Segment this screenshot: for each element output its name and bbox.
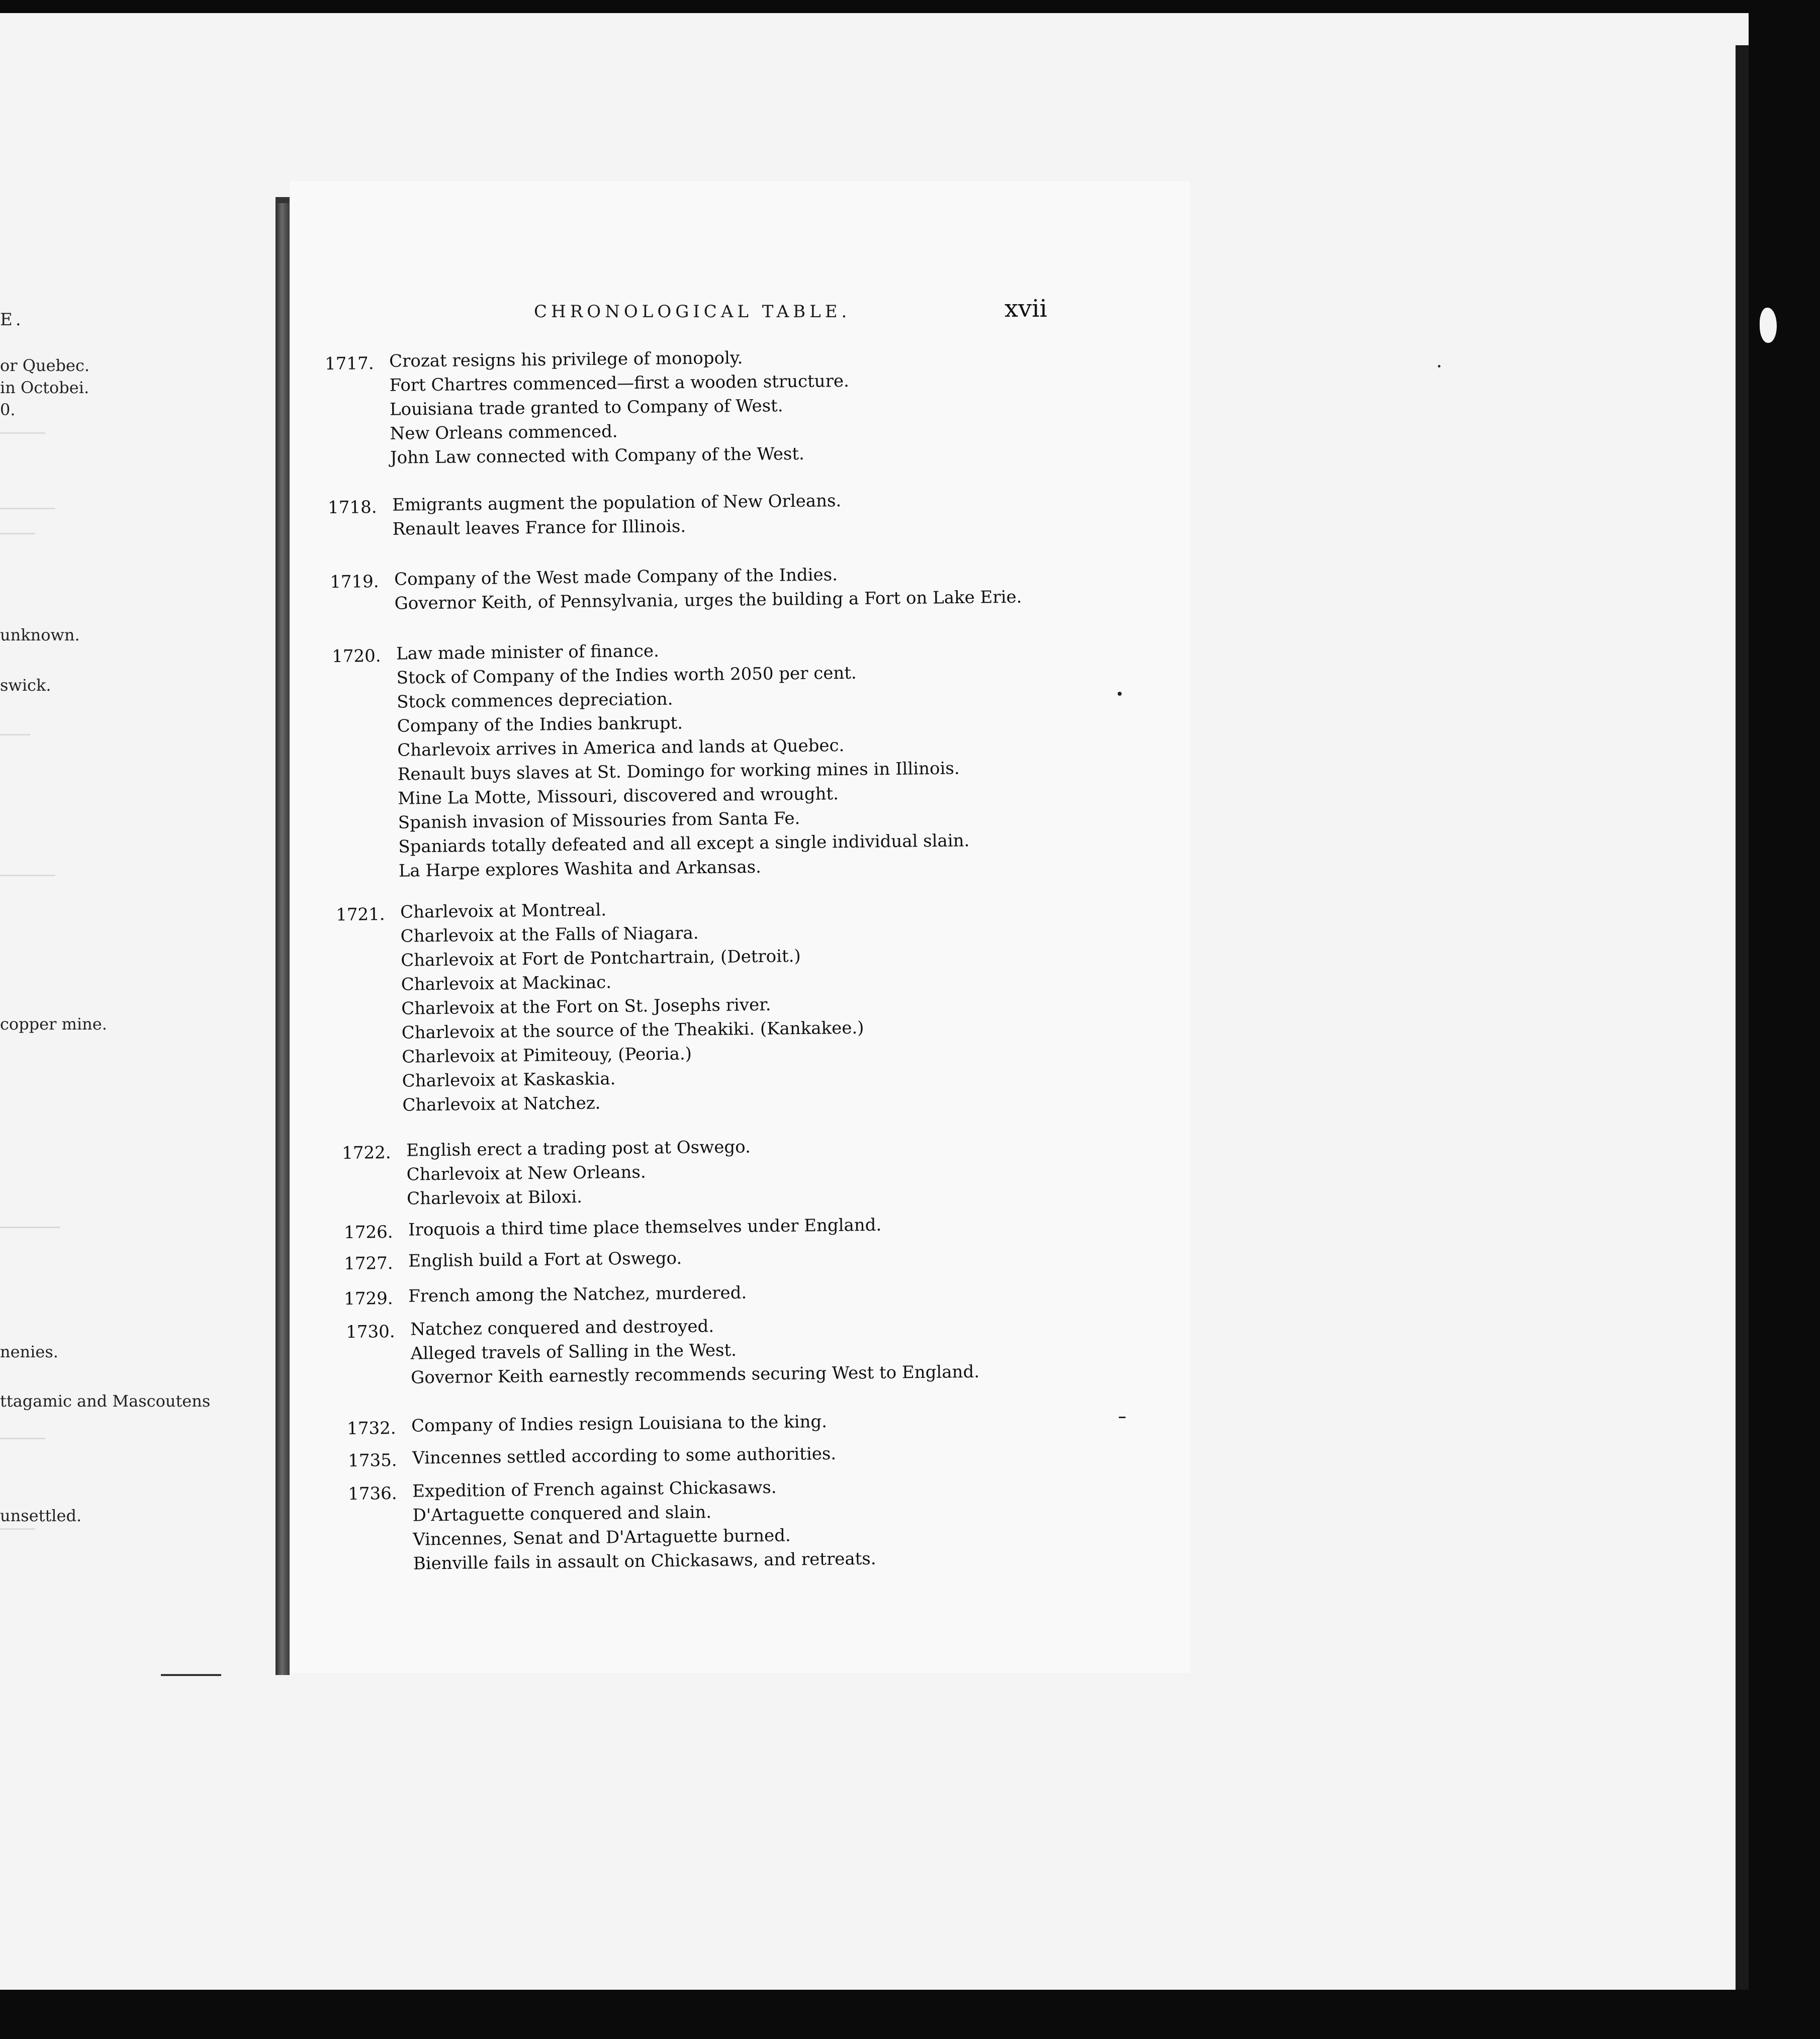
left-page-fragment: unknown. <box>0 625 80 644</box>
entry-year: 1718. <box>328 497 377 518</box>
event-line: La Harpe explores Washita and Arkansas. <box>398 857 762 881</box>
left-page-fragment: nenies. <box>0 1342 58 1361</box>
event-line: French among the Natchez, murdered. <box>408 1282 747 1307</box>
bleed-through-line <box>0 508 55 509</box>
scan-frame-right <box>1749 0 1820 2039</box>
entry-year: 1736. <box>348 1483 397 1504</box>
scan-speck <box>1119 1417 1126 1418</box>
left-page-fragment: copper mine. <box>0 1014 107 1034</box>
entry-events <box>394 561 1022 616</box>
event-line: Expedition of French against Chickasaws. <box>412 1477 777 1502</box>
scan-speck <box>1118 692 1122 696</box>
event-line: Charlevoix at Biloxi. <box>406 1187 583 1209</box>
left-page-fragment: in Octobei. <box>0 378 89 397</box>
event-line: Charlevoix at Montreal. <box>400 900 607 922</box>
event-line: Company of the West made Company of the Indies. <box>394 565 838 590</box>
entry-events <box>408 1281 747 1309</box>
entry-events <box>406 1135 751 1211</box>
entry-year: 1729. <box>344 1288 393 1309</box>
entry-events <box>412 1474 876 1576</box>
event-line: Stock commences depreciation. <box>396 689 673 712</box>
left-page-fragment: ttagamic and Mascoutens <box>0 1392 211 1411</box>
event-line: Crozat resigns his privilege of monopoly. <box>389 348 743 372</box>
entry-events <box>410 1312 979 1390</box>
bleed-through-line <box>0 1438 45 1439</box>
entry-events <box>411 1410 827 1438</box>
left-page-fragment: E. <box>0 310 24 330</box>
running-head: CHRONOLOGICAL TABLE. <box>534 302 851 322</box>
bleed-through-line <box>0 533 35 534</box>
event-line: Natchez conquered and destroyed. <box>410 1316 714 1340</box>
event-line: English build a Fort at Oswego. <box>408 1248 682 1271</box>
event-line: Iroquois a third time place themselves under England. <box>408 1215 882 1240</box>
event-line: Spanish invasion of Missouries from Santa Fe. <box>398 808 800 833</box>
entry-events <box>412 1442 836 1470</box>
entry-year: 1730. <box>346 1321 395 1342</box>
event-line: John Law connected with Company of the West. <box>390 443 805 468</box>
entry-events <box>408 1246 682 1273</box>
left-page-fragment: or Quebec. <box>0 356 90 375</box>
event-line: Company of Indies resign Louisiana to the king. <box>411 1412 828 1436</box>
left-page-fragment: swick. <box>0 676 51 695</box>
left-page-fragment: 0. <box>0 400 16 419</box>
event-line: Fort Chartres commenced—first a wooden structure. <box>389 370 849 396</box>
event-line: Charlevoix arrives in America and lands at Quebec. <box>397 735 845 761</box>
entry-year: 1720. <box>332 645 381 667</box>
event-line: Company of the Indies bankrupt. <box>397 713 683 736</box>
entry-events <box>400 895 865 1118</box>
entry-year: 1717. <box>325 353 374 374</box>
bleed-through-line <box>0 1227 60 1228</box>
scan-speck <box>1438 365 1440 367</box>
book-spine-shadow <box>276 197 290 1675</box>
entry-year: 1719. <box>330 571 379 592</box>
entry-year: 1722. <box>342 1142 391 1163</box>
event-line: Law made minister of finance. <box>396 640 660 664</box>
event-line: Governor Keith earnestly recommends securing West to England. <box>410 1361 980 1388</box>
event-line: Bienville fails in assault on Chickasaws, and retreats. <box>413 1548 876 1574</box>
event-line: Charlevoix at Natchez. <box>402 1093 601 1116</box>
event-line: Charlevoix at the Fort on St. Josephs river. <box>401 994 771 1019</box>
entry-year: 1732. <box>347 1418 396 1439</box>
event-line: Vincennes settled according to some authorities. <box>412 1443 837 1468</box>
entry-events <box>408 1213 882 1242</box>
entry-year: 1726. <box>344 1222 393 1243</box>
event-line: English erect a trading post at Oswego. <box>406 1137 751 1161</box>
entry-year: 1727. <box>344 1253 393 1274</box>
entry-events <box>396 635 970 883</box>
event-line: Charlevoix at the source of the Theakiki. (Kankakee.) <box>401 1017 864 1043</box>
event-line: Mine La Motte, Missouri, discovered and wrought. <box>398 784 839 809</box>
event-line: Charlevoix at New Orleans. <box>406 1162 646 1185</box>
entry-events <box>389 345 850 470</box>
event-line: Governor Keith, of Pennsylvania, urges the building a Fort on Lake Erie. <box>394 587 1022 614</box>
event-line: Stock of Company of the Indies worth 2050 per cent. <box>396 663 857 688</box>
left-page-bottom-rule <box>161 1674 221 1676</box>
bleed-through-line <box>0 734 30 735</box>
event-line: Spaniards totally defeated and all except a single individual slain. <box>398 830 970 857</box>
event-line: Renault buys slaves at St. Domingo for working mines in Illinois. <box>397 758 960 785</box>
entry-year: 1721. <box>336 904 385 925</box>
bleed-through-line <box>0 1528 35 1530</box>
event-line: Charlevoix at Fort de Pontchartrain, (Detroit.) <box>400 946 801 971</box>
event-line: Emigrants augment the population of New Orleans. <box>392 491 842 515</box>
event-line: New Orleans commenced. <box>390 421 618 444</box>
bleed-through-line <box>0 875 55 876</box>
event-line: Vincennes, Senat and D'Artaguette burned. <box>412 1525 791 1550</box>
event-line: Louisiana trade granted to Company of West. <box>389 396 783 420</box>
left-facing-page <box>0 0 279 2039</box>
event-line: Charlevoix at Mackinac. <box>401 972 612 995</box>
event-line: Charlevoix at Pimiteouy, (Peoria.) <box>402 1044 692 1067</box>
event-line: Charlevoix at the Falls of Niagara. <box>400 923 699 947</box>
entry-year: 1735. <box>348 1450 397 1471</box>
event-line: D'Artaguette conquered and slain. <box>412 1502 712 1526</box>
scan-frame-inner-edge <box>1736 45 1750 1991</box>
bleed-through-line <box>0 432 45 434</box>
page-number: xvii <box>1005 295 1047 323</box>
event-line: Charlevoix at Kaskaskia. <box>402 1068 616 1091</box>
left-page-fragment: unsettled. <box>0 1506 82 1525</box>
entry-events <box>392 489 842 541</box>
event-line: Renault leaves France for Illinois. <box>392 516 686 539</box>
scan-gutter-mark <box>1760 308 1777 343</box>
event-line: Alleged travels of Salling in the West. <box>410 1340 737 1364</box>
